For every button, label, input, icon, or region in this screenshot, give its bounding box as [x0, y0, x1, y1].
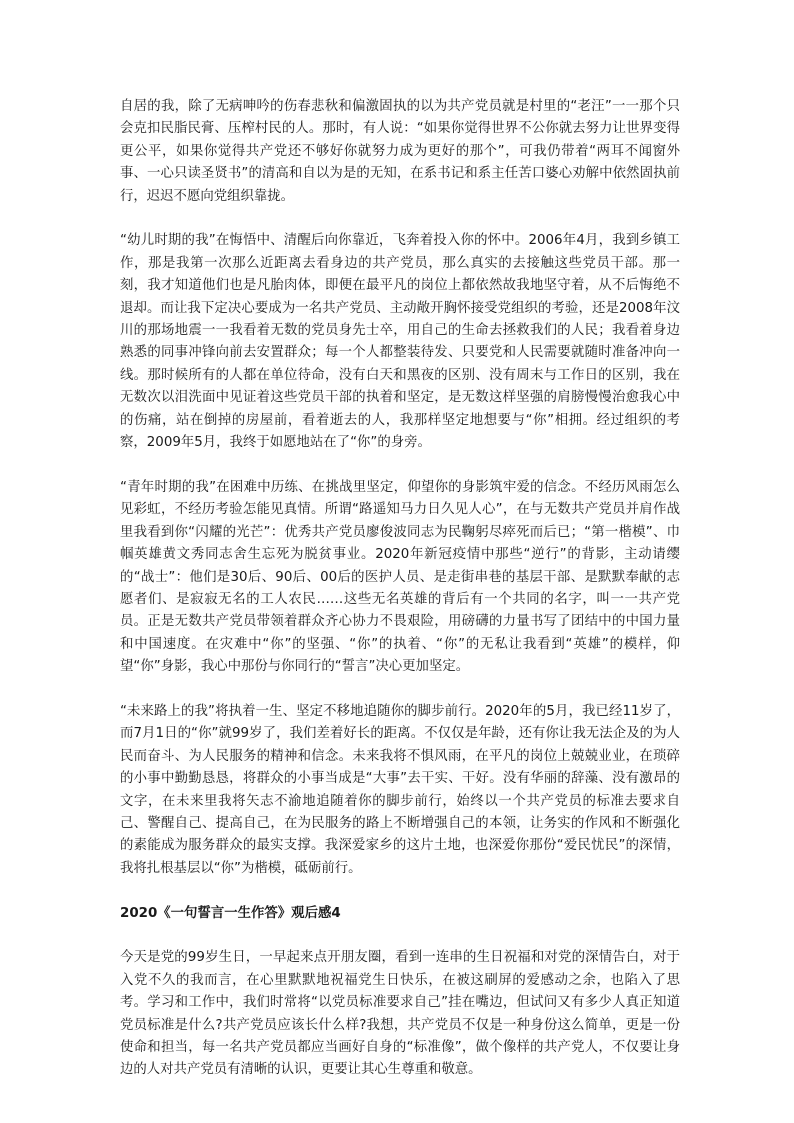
- paragraph-future: “未来路上的我”将执着一生、坚定不移地追随你的脚步前行。2020年的5月，我已经11岁了，而7月1日的“你”就99岁了，我们差着好长的距离。不仅仅是年龄，还有你让我无法企及的为人民而奋斗、为人民服务的精神和信念。未来我将不惧风雨，在平凡的岗位上兢兢业业，在琐碎的小事中勤勤恳恳，将群众的小事当成是“大事”去干实、干好。没有华丽的辞藻、没有激昂的文字，在未来里我将矢志不渝地追随着你的脚步前行，始终以一个共产党员的标准去要求自己、警醒自己、提高自己，在为民服务的路上不断增强自己的本领，让务实的作风和不断强化的素能成为服务群众的最实支撑。我深爱家乡的这片土地，也深爱你那份“爱民忧民”的深情，我将扎根基层以“你”为楷模，砥砺前行。: [120, 703, 680, 876]
- section-heading: 2020《一句誓言一生作答》观后感4: [120, 905, 341, 921]
- paragraph-youth: “青年时期的我”在困难中历练、在挑战里坚定，仰望你的身影筑牢爱的信念。不经历风雨怎么见彩虹，不经历考验怎能见真情。所谓“路遥知马力日久见人心”，在与无数共产党员并肩作战里我看到你“闪耀的光芒”：优秀共产党员廖俊波同志为民鞠躬尽瘁死而后已；“第一楷模”、巾帼英雄黄文秀同志舍生忘死为脱贫事业。2020年新冠疫情中那些“逆行”的背影，主动请缨的“战士”：他们是30后、90后、00后的医护人员、是走街串巷的基层干部、是默默奉献的志愿者们、是寂寂无名的工人农民……这些无名英雄的背后有一个共同的名字，叫一一共产党员。正是无数共产党员带领着群众齐心协力不畏艰险，用磅礴的力量书写了团结中的中国力量和中国速度。在灾难中“你”的坚强、“你”的执着、“你”的无私让我看到“英雄”的模样，仰望“你”身影，我心中那份与你同行的“誓言”决心更加坚定。: [120, 479, 680, 675]
- paragraph-intro: 自居的我，除了无病呻吟的伤春悲秋和偏激固执的以为共产党员就是村里的“老汪”一一那个只会克扣民脂民膏、压榨村民的人。那时，有人说：“如果你觉得世界不公你就去努力让世界变得更公平，如果你觉得共产党还不够好你就努力成为更好的那个”，可我仍带着“两耳不闻窗外事、一心只读圣贤书”的清高和自以为是的无知，在系书记和系主任苦口婆心劝解中依然固执前行，迟迟不愿向党组织靠拢。: [120, 99, 680, 204]
- paragraph-final: 今天是党的99岁生日，一早起来点开朋友圈，看到一连串的生日祝福和对党的深情告白，对于入党不久的我而言，在心里默默地祝福党生日快乐，在被这刷屏的爱感动之余，也陷入了思考。学习和工作中，我们时常将“以党员标准要求自己”挂在嘴边，但试问又有多少人真正知道党员标准是什么?共产党员应该长什么样?我想，共产党员不仅是一种身份这么简单，更是一份使命和担当，每一名共产党员都应当画好自身的“标准像”，做个像样的共产党人，不仅要让身边的人对共产党员有清晰的认识，更要让其心生尊重和敬意。: [120, 950, 680, 1078]
- document-page: [120, 96, 680, 1104]
- paragraph-childhood: “幼儿时期的我”在悔悟中、清醒后向你靠近，飞奔着投入你的怀中。2006年4月，我到乡镇工作，那是我第一次那么近距离去看身边的共产党员，那么真实的去接触这些党员干部。那一刻，我才知道他们也是凡胎肉体，即便在最平凡的岗位上都依然故我地坚守着，从不后悔绝不退却。而让我下定决心要成为一名共产党员、主动敞开胸怀接受党组织的考验，还是2008年汶川的那场地震一一我看着无数的党员身先士卒，用自己的生命去拯救我们的人民；我看着身边熟悉的同事冲锋向前去安置群众；每一个人都整装待发、只要党和人民需要就随时准备冲向一线。那时候所有的人都在单位待命，没有白天和黑夜的区别、没有周末与工作日的区别，我在无数次以泪洗面中见证着这些党员干部的执着和坚定，是无数这样坚强的肩膀慢慢治愈我心中的伤痛，站在倒掉的房屋前，看着逝去的人，我那样坚定地想要与“你”相拥。经过组织的考察，2009年5月，我终于如愿地站在了“你”的身旁。: [120, 233, 680, 451]
